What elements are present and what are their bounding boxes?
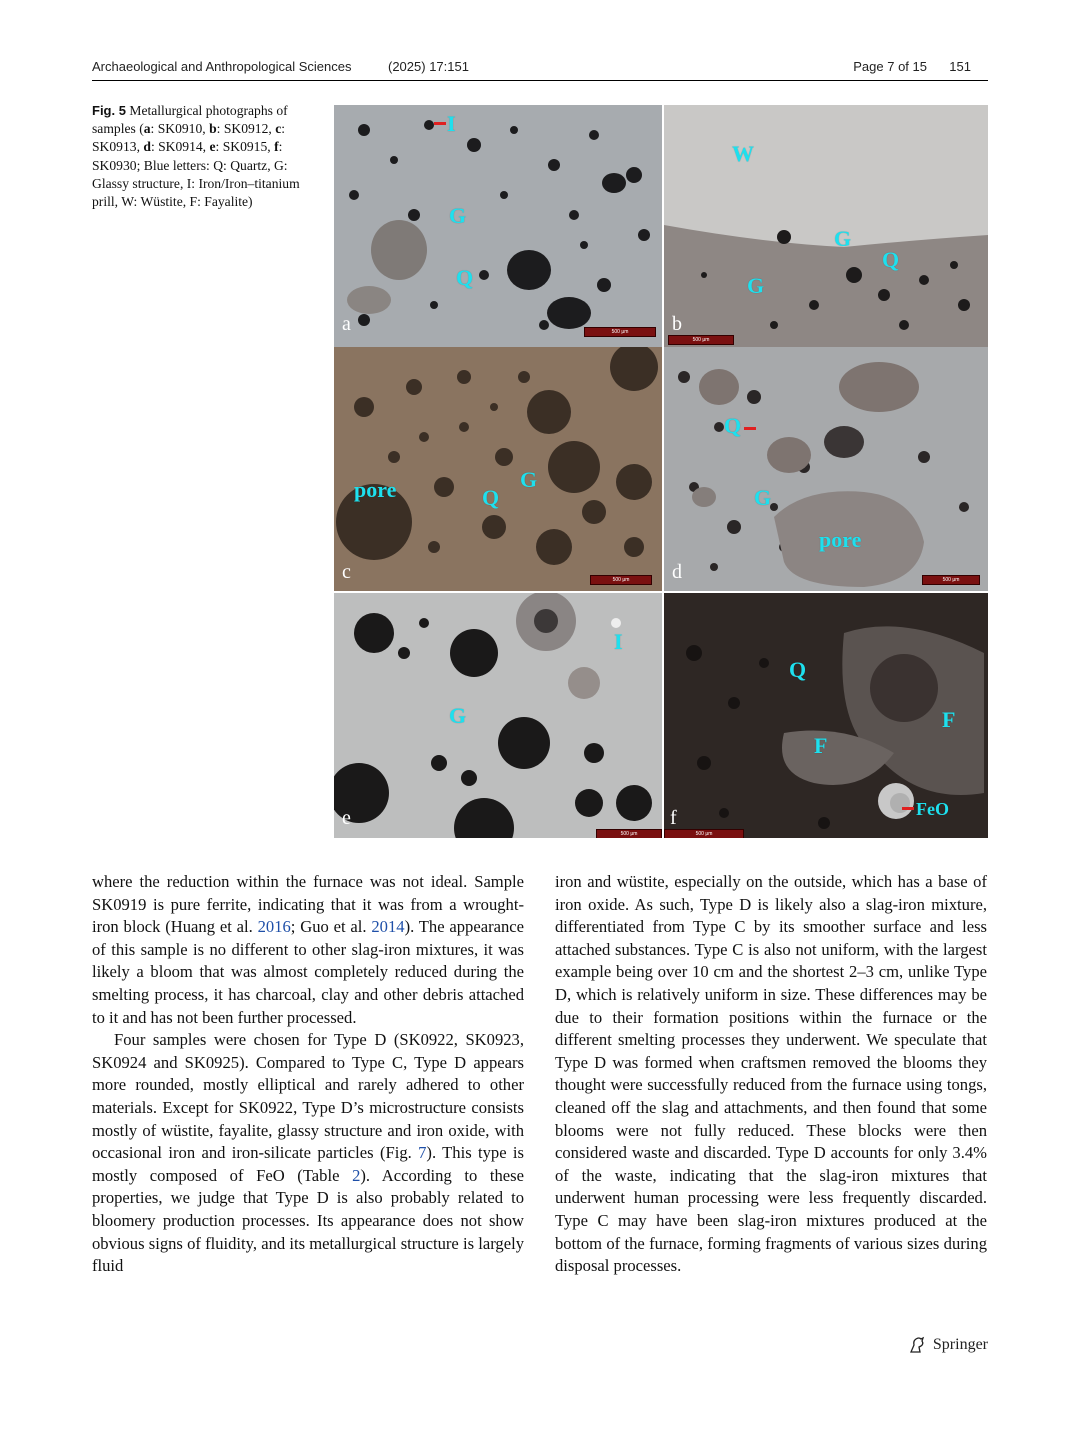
table-link[interactable]: 2 [352,1165,361,1185]
panel-e [334,593,662,838]
springer-horse-icon [907,1335,927,1355]
micrograph-figure [334,105,988,838]
panel-letter-c: c [342,561,351,583]
body-column-right [555,871,987,1278]
panel-e-image [334,593,662,838]
label-quartz-f: Q [789,657,807,682]
label-glassy-b1: G [747,273,765,298]
red-arrow [744,427,756,430]
scale-bar-a: 500 μm [584,327,656,337]
red-arrow [902,807,914,810]
panel-d [664,347,988,591]
label-pore-c: pore [354,477,397,502]
label-quartz-d: Q [724,413,742,438]
label-glassy-e: G [449,703,467,728]
figure-caption: Fig. 5 Metallurgical photographs of samples (a: SK0910, b: SK0912, c: SK0913, d: SK0914, e: SK0915, f: SK0930; Blue letters: Q: Quartz, G: Glassy structure, I: Iron/Iron–titanium prill, W: Wüstite, F: Fayalite) [92,103,300,210]
scale-bar-b: 500 μm [668,335,734,345]
label-iron-e: I [614,629,623,654]
red-arrow [434,122,446,125]
figure-link[interactable]: 7 [418,1143,427,1163]
paragraph: iron and wüstite, especially on the outside, which has a base of iron oxide. As such, Type D is likely also a slag-iron mixture, differentiated from Type C by its smoother surface and less attached substances. Type C is also not uniform, with the largest example being over 10 cm and the shortest 2–3 cm, unlike Type D, which is relatively uniform in size. These differences may be due to their formation positions within the furnace or the different smelting processes they underwent. We speculate that Type D was formed when craftsmen removed the blooms they thought were successfully reduced from the furnace using tongs, cleaned off the slag and attachments, and then found that some blooms were not fully reduced. These blocks were then considered waste and discarded. Type D accounts for only 3.4% of the waste, indicating that the slag-iron mixtures that underwent human processing were less frequently discarded. Type C may have been slag-iron mixtures produced at the bottom of the furnace, forming fragments of various sizes during disposal processes. [555,872,987,1276]
citation-link[interactable]: 2016 [257,917,291,937]
header-rule [92,80,988,81]
panel-a-image [334,105,662,347]
label-fayalite-f2: F [942,707,956,732]
article-number: 151 [949,59,971,74]
panel-f [664,593,988,838]
label-wustite: W [732,141,754,166]
label-glassy: G [449,203,467,228]
publisher-footer [907,1335,988,1355]
panel-letter-b: b [672,313,682,335]
page-indicator: Page 7 of 15 [853,59,927,74]
panel-letter-e: e [342,807,351,829]
paragraph: Four samples were chosen for Type D (SK0922, SK0923, SK0924 and SK0925). Compared to Type C, Type D appears more rounded, mostly elliptical and rarely adhered to other materials. Except for SK0922, Type D’s microstructure consists mostly of wüstite, fayalite, glassy structure and iron oxide, with occasional iron and iron-silicate particles (Fig. 7). This type is mostly composed of FeO (Table 2). According to these properties, we judge that Type D is also probably related to bloomery production processes. Its appearance does not show obvious signs of fluidity, and its metallurgical structure is largely fluid [92,1030,524,1276]
label-quartz-c: Q [482,485,500,510]
label-glassy-c: G [520,467,538,492]
scale-bar-c: 500 μm [590,575,652,585]
figure-label: Fig. 5 [92,103,126,118]
label-glassy-d: G [754,485,772,510]
label-feo-f: FeO [916,799,949,819]
label-quartz-b: Q [882,247,900,272]
panel-b-image [664,105,988,347]
label-pore-d: pore [819,527,862,552]
running-header [92,57,987,81]
panel-c-image [334,347,662,591]
scale-bar-f: 500 μm [664,829,744,838]
scale-bar-e: 500 μm [596,829,662,838]
label-quartz: Q [456,265,474,290]
label-glassy-b2: G [834,226,852,251]
publisher-name: Springer [932,1336,988,1353]
year-volume: (2025) 17:151 [388,59,469,74]
scale-bar-d: 500 μm [922,575,980,585]
journal-title: Archaeological and Anthropological Sciences [92,59,352,74]
panel-d-image [664,347,988,591]
label-fayalite-f1: F [814,733,828,758]
label-iron: I [447,111,456,136]
panel-b [664,105,988,347]
paragraph: where the reduction within the furnace was not ideal. Sample SK0919 is pure ferrite, indicating that it was from a wrought-iron block (Huang et al. 2016; Guo et al. 2014). The appearance of this sample is no different to other slag-iron mixtures, it was likely a bloom that was almost completely reduced during the smelting process, it has charcoal, clay and other debris attached to it and has not been further processed. [92,872,524,1027]
citation-link[interactable]: 2014 [371,917,405,937]
panel-letter-a: a [342,313,351,335]
panel-letter-d: d [672,561,682,583]
panel-a [334,105,662,347]
panel-letter-f: f [670,807,677,829]
panel-c [334,347,662,591]
body-column-left [92,871,524,1278]
